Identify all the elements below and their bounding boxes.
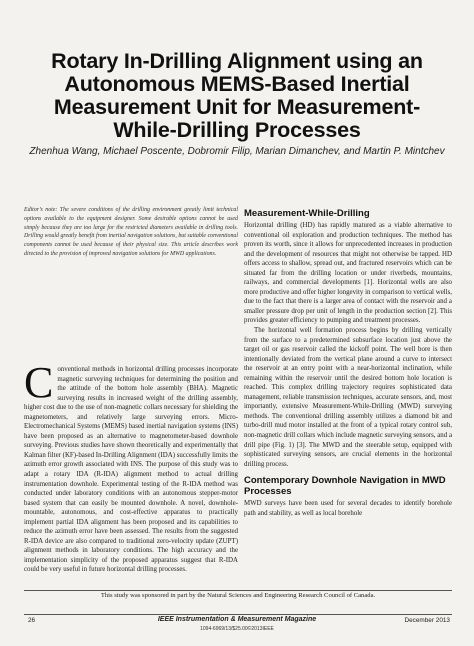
- section-paragraph: The horizontal well formation process begins by drilling vertically from the surface to a predetermined subsurface location just above the target oil or gas reservoir called the kickoff point. The well bore is then intentionally deviated from the vertical plane around a curve to intersect the reservoir at an entry point with a near-horizontal inclination, while remaining within the reservoir until the desired bottom hole location is reached. This complex drilling trajectory requires sophisticated data management, reliable transmission techniques, accurate sensors, and, most importantly, extensive Measurement-While-Drilling (MWD) surveying methods. The conventional drilling assembly utilizes a diamond bit and turbo-drill mud motor installed at the front of a typical rotary control sub, non-magnetic drill collars which include magnetic surveying sensors, and a drill pipe (Fig. 1) [3]. The MWD and the steerable setup, equipped with sophisticated surveying sensors, are crucial elements in the horizontal drilling process.: [244, 327, 452, 468]
- copyright-code: 1094-6969/13/$25.00©2013IEEE: [200, 626, 274, 632]
- article-title: [10, 50, 464, 142]
- right-column: [244, 208, 452, 518]
- section-heading-navigation: Contemporary Downhole Navigation in MWD Processes: [244, 475, 446, 498]
- author-list: Zhenhua Wang, Michael Poscente, Dobromir Filip, Marian Dimanchev, and Martin P. Mintchev: [29, 146, 445, 157]
- editors-note: Editor’s note: The severe conditions of the drilling environment greatly limit technical options available to the equipment designer. Some desirable options cannot be used simply because they are too large for the restricted diameters available in drilling tools. Drilling would greatly benefit from inertial navigation solutions, but suitable conventional components cannot be used because of their physical size. This article describes work directed to the provision of improved navigation solutions for MWD applications.: [24, 207, 238, 257]
- drop-cap: C: [24, 358, 54, 407]
- intro-paragraph: [24, 358, 238, 575]
- intro-text: onventional methods in horizontal drilling processes incorporate magnetic surveying techniques for determining the position and the attitude of the bottom hole assembly (BHA). Magnetic surveying results in increased weight of the drilling assembly, higher cost due to the use of non-magnetic collars necessary for shielding the magnetometers, and relatively large surveying errors. Micro-Electromechanical Systems (MEMS) based inertial navigation systems (INS) have been proposed as an alternative to magnetometer-based downhole surveying. Previous studies have shown theoretically and experimentally that Kalman filter (KF)-based In-Drilling Alignment (IDA) successfully limits the azimuth error growth associated with INS. The purpose of this study was to adapt a rotary IDA (R-IDA) alignment method to actual drilling instrumentation downhole. Experimental testing of the R-IDA method was conducted under laboratory conditions with an autonomous stepper-motor based system that can easily be mounted downhole. A novel, downhole-mountable, autonomous, and cost-effective apparatus to practically implement partial IDA alignment has been proposed and its capabilities to reduce the azimuth error have been assessed. The results from the suggested R-IDA device are also compared to traditional zero-velocity update (ZUPT) alignment methods in laboratory conditions. The high accuracy and the implementation simplicity of the proposed apparatus suggest that R-IDA could be very useful in future horizontal drilling processes.: [24, 366, 238, 574]
- page-number: 26: [28, 617, 36, 624]
- title-line: Autonomous MEMS-Based Inertial: [64, 72, 410, 96]
- section-paragraph: MWD surveys have been used for several decades to identify borehole path and stability, as well as local borehole: [244, 500, 452, 517]
- section-heading-mwd: Measurement-While-Drilling: [244, 208, 370, 219]
- title-line: Rotary In-Drilling Alignment using an: [51, 49, 423, 73]
- section-paragraph: Horizontal drilling (HD) has rapidly matured as a viable alternative to conventional oil exploration and production techniques. The method has proven its worth, since it allows for unprecedented increases in production and the development of resources that might not otherwise be tapped. HD offers access to shallow, spread out, and fractured reservoirs which can be situated far from the drilling location or under riverbeds, mountains, railways, and commercial developments [1]. Horizontal wells are also more productive and offer higher longevity in comparison to vertical wells, due to the fact that there is a larger area of contact with the reservoir and a smaller pressure drop per unit of length in the production section [2]. This provides greater efficiency to pumping and treatment processes.: [244, 222, 452, 325]
- sponsor-note: This study was sponsored in part by the Natural Sciences and Engineering Research Council of Canada.: [100, 592, 376, 599]
- magazine-name: IEEE Instrumentation & Measurement Magazine: [157, 616, 317, 623]
- title-line: While-Drilling Processes: [113, 118, 361, 142]
- title-line: Measurement Unit for Measurement-: [53, 95, 421, 119]
- footer-rule: [24, 614, 452, 615]
- issue-date: December 2013: [404, 617, 450, 624]
- footer-rule: [24, 590, 452, 591]
